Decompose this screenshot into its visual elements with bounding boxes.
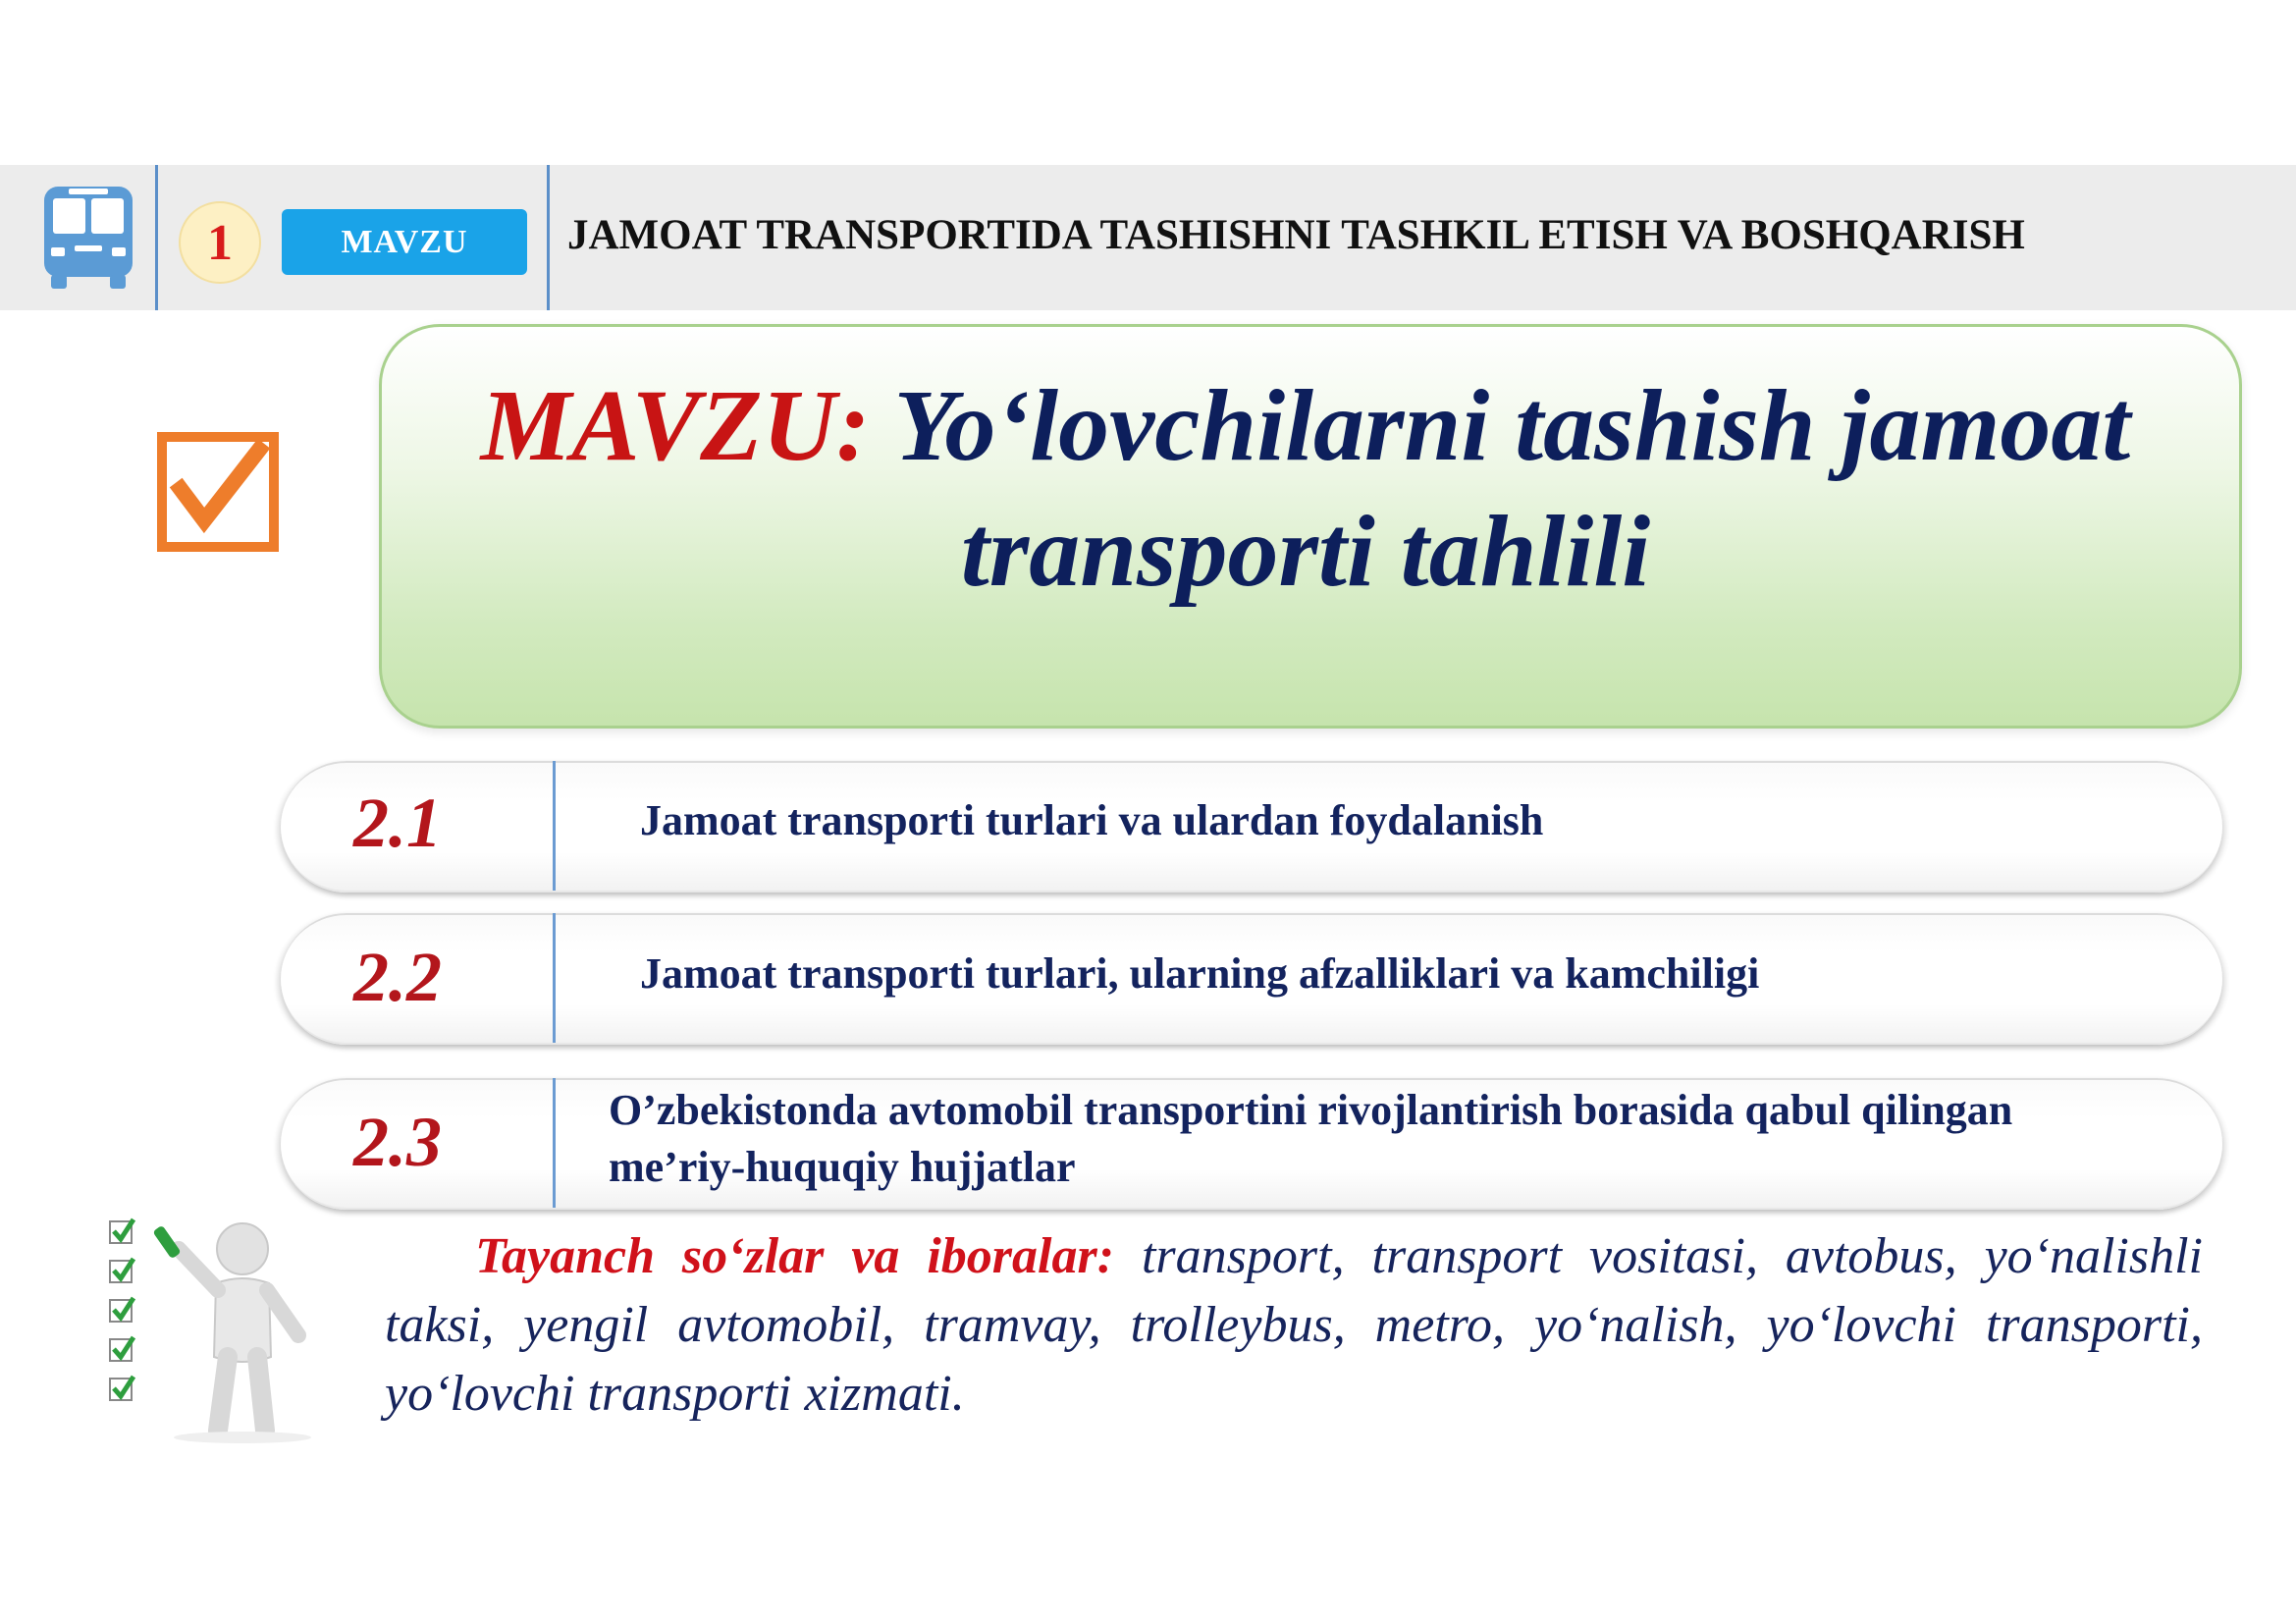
section-text: O’zbekistonda avtomobil transportini rivojlantirish borasida qabul qilingan me’riy-huquqiy hujjatlar [609,1086,2013,1191]
mavzu-tag: MAVZU [282,209,527,275]
section-number: 2.1 [353,784,442,862]
topic-label: MAVZU: [480,369,871,482]
keywords-label: Tayanch so‘zlar va iboralar: [475,1228,1115,1284]
topic-number-badge: 1 [179,201,261,284]
section-text: Jamoat transporti turlari, ularning afzalliklari va kamchiligi [640,949,1760,998]
person-with-checklist-icon [90,1210,326,1445]
header-divider-right [547,165,550,310]
keywords-text: transport, transport vositasi, avtobus, yo‘nalishli taksi, yengil avtomobil, tramvay, trolleybus, metro, yo‘nalish, yo‘lovchi transporti, yo‘lovchi transporti xizmati. [385,1228,2203,1422]
bus-icon [39,183,137,291]
section-number: 2.3 [353,1103,442,1181]
header-divider-left [155,165,158,310]
section-divider [553,761,556,891]
topic-title [393,363,2218,615]
section-divider [553,913,556,1043]
header-title: JAMOAT TRANSPORTIDA TASHISHNI TASHKIL ETISH VA BOSHQARISH [567,212,2025,258]
keywords-paragraph [385,1222,2203,1429]
section-number: 2.2 [353,938,442,1016]
checkbox-icon [157,432,279,552]
topic-title-text: Yo‘lovchilarni tashish jamoat transporti tahlili [893,369,2131,608]
section-text: Jamoat transporti turlari va ulardan foydalanish [640,796,1544,844]
section-divider [553,1078,556,1208]
